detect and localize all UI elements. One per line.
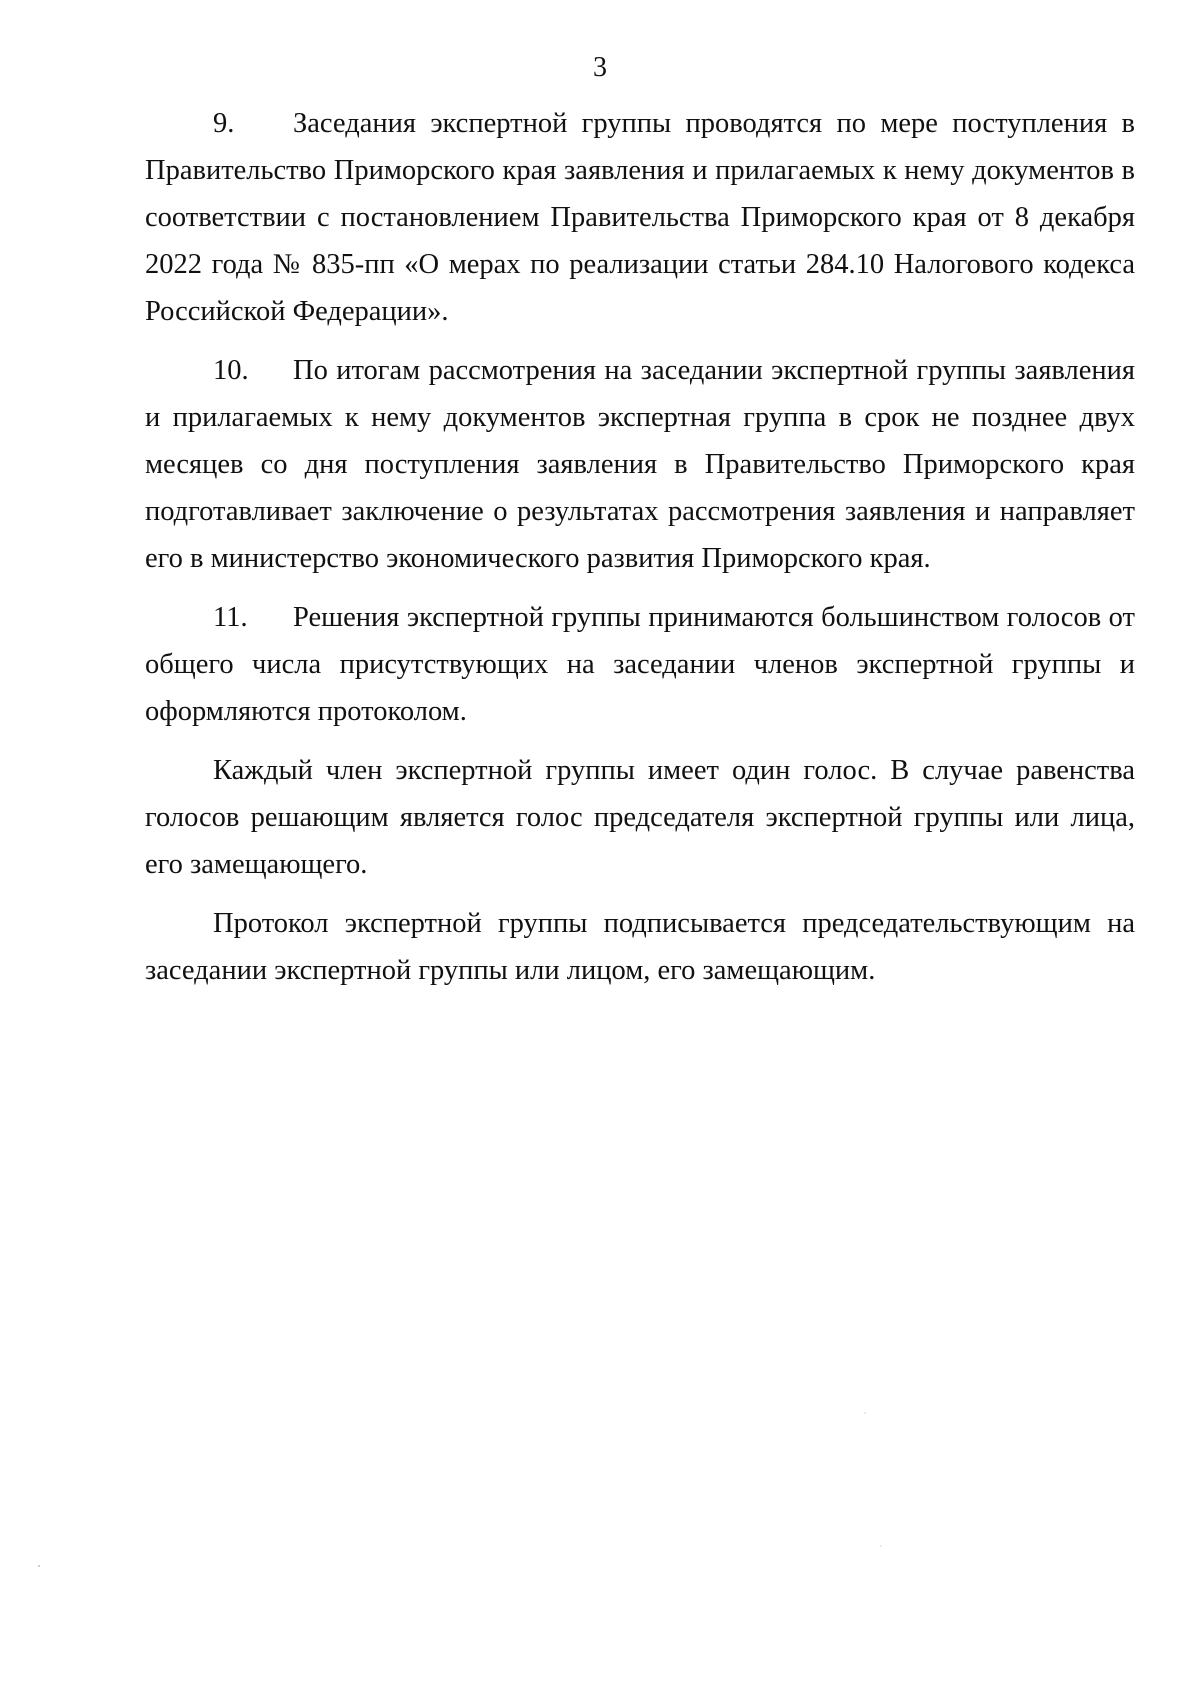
page-number: 3 — [593, 52, 607, 83]
paragraph-number: 10. — [213, 355, 249, 386]
paragraph-10 — [145, 347, 1135, 582]
paragraph-number: 9. — [213, 108, 235, 139]
scan-speck — [38, 1565, 40, 1567]
paragraph-9 — [145, 100, 1135, 335]
paragraph-number: 11. — [213, 602, 248, 633]
paragraph-text: Протокол экспертной группы подписывается председательствующим на заседании экспертной группы или лицом, его замещающим. — [145, 908, 1135, 986]
scan-speck — [880, 1545, 882, 1547]
scan-speck — [864, 1412, 866, 1414]
document-body — [145, 100, 1135, 994]
paragraph-text: Каждый член экспертной группы имеет один голос. В случае равенства голосов решающим является голос председателя экспертной группы или лица, его замещающего. — [145, 755, 1135, 880]
paragraph-text: Решения экспертной группы принимаются большинством голосов от общего числа присутствующих на заседании членов экспертной группы и оформляются протоколом. — [145, 602, 1135, 727]
paragraph-text: Заседания экспертной группы проводятся по мере поступления в Правительство Приморского края заявления и прилагаемых к нему документов в соответствии с постановлением Правительства Приморского края от 8 декабря 2022 года № 835-пп «О мерах по реализации статьи 284.10 Налогового кодекса Российской Федерации». — [145, 108, 1135, 327]
paragraph-11 — [145, 594, 1135, 735]
paragraph-text: По итогам рассмотрения на заседании экспертной группы заявления и прилагаемых к нему документов экспертная группа в срок не позднее двух месяцев со дня поступления заявления в Правительство Приморского края подготавливает заключение о результатах рассмотрения заявления и направляет его в министерство экономического развития Приморского края. — [145, 355, 1135, 574]
paragraph-11-vote — [145, 747, 1135, 888]
paragraph-11-protocol — [145, 900, 1135, 994]
